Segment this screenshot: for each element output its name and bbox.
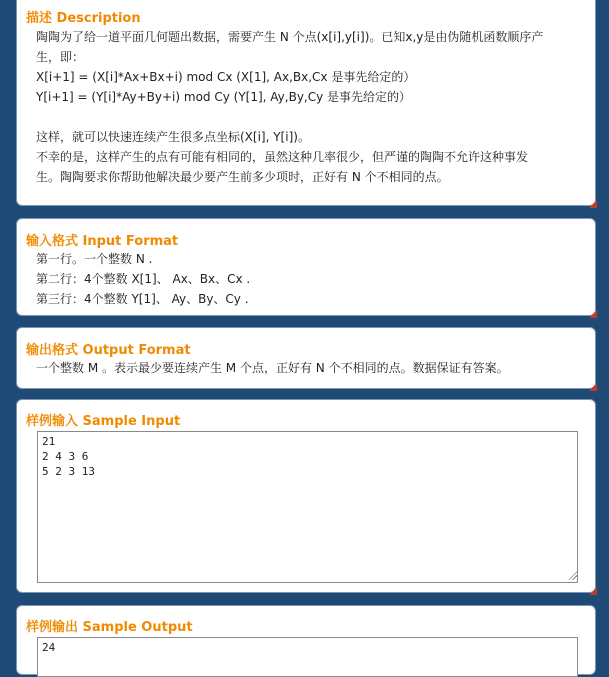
description-body — [36, 27, 585, 187]
input-format-line: 第一行。一个整数 N . — [36, 252, 153, 266]
description-title: 描述 Description — [26, 11, 141, 26]
description-panel — [16, 0, 596, 206]
corner-mark — [589, 587, 597, 595]
corner-mark — [589, 310, 597, 318]
input-format-panel — [16, 218, 596, 316]
description-line: 生，即： — [36, 50, 85, 64]
sample-input-title: 样例输入 Sample Input — [26, 414, 181, 429]
sample-output-textarea[interactable]: 24 — [37, 637, 578, 677]
input-format-line: 第二行：4个整数 X[1]、 Ax、Bx、Cx . — [36, 272, 251, 286]
description-line: X[i+1] = (X[i]*Ax+Bx+i) mod Cx (X[1], Ax,Bx,Cx 是事先给定的） — [36, 70, 416, 84]
description-line — [36, 107, 585, 127]
sample-output-panel — [16, 605, 596, 675]
output-format-panel — [16, 327, 596, 389]
output-format-line: 一个整数 M 。表示最少要连续产生 M 个点，正好有 N 个不相同的点。数据保证有答案。 — [36, 361, 509, 375]
output-format-title: 输出格式 Output Format — [26, 343, 191, 358]
description-line: 这样，就可以快速连续产生很多点坐标(X[i], Y[i])。 — [36, 130, 310, 144]
input-format-body — [36, 249, 585, 309]
resize-handle-icon[interactable] — [568, 571, 577, 580]
corner-mark — [589, 200, 597, 208]
input-format-line: 第三行：4个整数 Y[1]、 Ay、By、Cy . — [36, 292, 249, 306]
corner-mark — [589, 383, 597, 391]
sample-input-textarea[interactable]: 21 2 4 3 6 5 2 3 13 — [37, 431, 578, 583]
sample-output-title: 样例输出 Sample Output — [26, 620, 193, 635]
description-line: 生。陶陶要求你帮助他解决最少要产生前多少项时，正好有 N 个不相同的点。 — [36, 170, 449, 184]
sample-input-panel — [16, 399, 596, 593]
description-line: 陶陶为了给一道平面几何题出数据，需要产生 N 个点(x[i],y[i])。已知x,y是由伪随机函数顺序产 — [36, 30, 544, 44]
description-line: Y[i+1] = (Y[i]*Ay+By+i) mod Cy (Y[1], Ay,By,Cy 是事先给定的） — [36, 90, 412, 104]
input-format-title: 输入格式 Input Format — [26, 234, 179, 249]
description-line: 不幸的是，这样产生的点有可能有相同的，虽然这种几率很少，但严谨的陶陶不允许这种事发 — [36, 150, 529, 164]
output-format-body — [36, 358, 585, 378]
